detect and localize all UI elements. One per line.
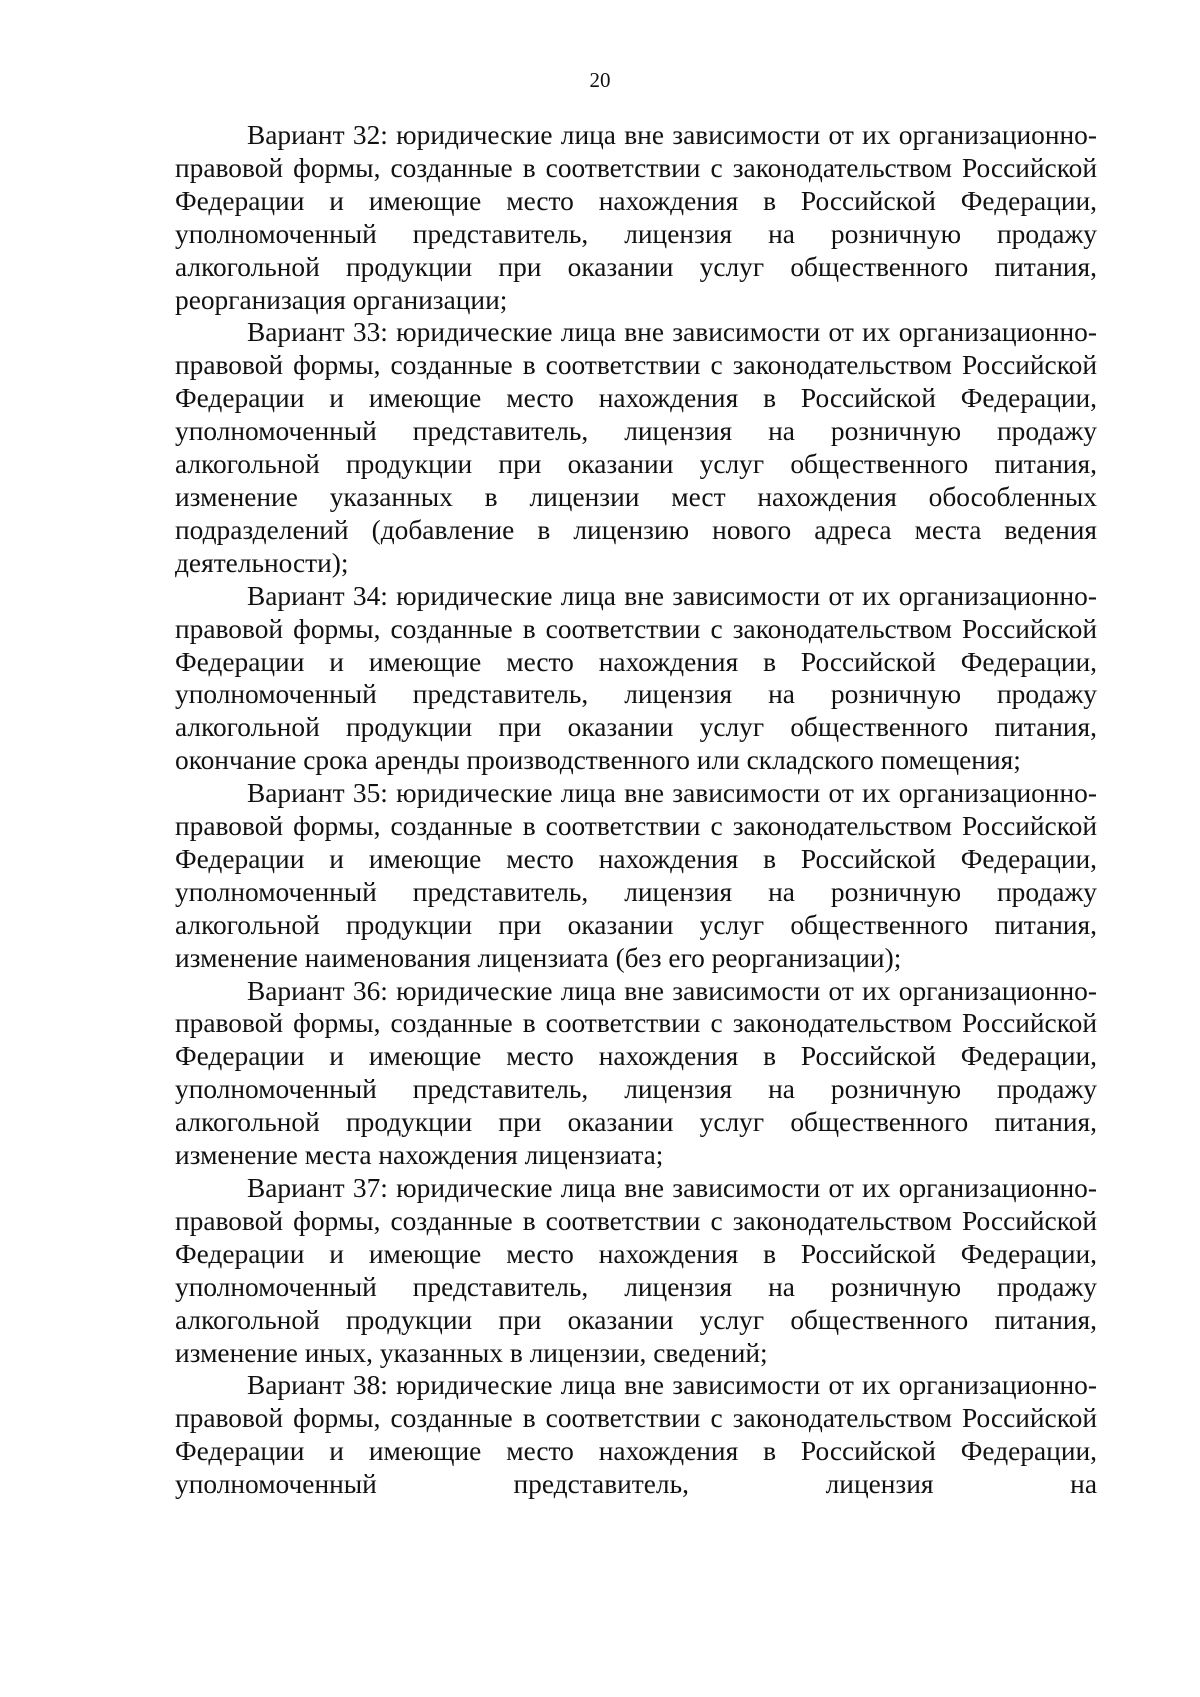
paragraph-variant-33: Вариант 33: юридические лица вне зависимости от их организационно-правовой формы, созданные в соответствии с законодательством Российской Федерации и имеющие место нахождения в Российской Федерации, уполномоченный представитель, лицензия на розничную продажу алкогольной продукции при оказании услуг общественного питания, изменение указанных в лицензии мест нахождения обособленных подразделений (добавление в лицензию нового адреса места ведения деятельности);: [175, 317, 1097, 578]
paragraph-variant-38: Вариант 38: юридические лица вне зависимости от их организационно-правовой формы, созданные в соответствии с законодательством Российской Федерации и имеющие место нахождения в Российской Федерации, уполномоченный представитель, лицензия на: [175, 1370, 1097, 1500]
paragraph-variant-36: Вариант 36: юридические лица вне зависимости от их организационно-правовой формы, созданные в соответствии с законодательством Российской Федерации и имеющие место нахождения в Российской Федерации, уполномоченный представитель, лицензия на розничную продажу алкогольной продукции при оказании услуг общественного питания, изменение места нахождения лицензиата;: [175, 975, 1097, 1171]
document-body: [175, 119, 1097, 1501]
paragraph-variant-37: Вариант 37: юридические лица вне зависимости от их организационно-правовой формы, созданные в соответствии с законодательством Российской Федерации и имеющие место нахождения в Российской Федерации, уполномоченный представитель, лицензия на розничную продажу алкогольной продукции при оказании услуг общественного питания, изменение иных, указанных в лицензии, сведений;: [175, 1173, 1097, 1368]
paragraph-variant-32: Вариант 32: юридические лица вне зависимости от их организационно-правовой формы, созданные в соответствии с законодательством Российской Федерации и имеющие место нахождения в Российской Федерации, уполномоченный представитель, лицензия на розничную продажу алкогольной продукции при оказании услуг общественного питания, реорганизация организации;: [175, 120, 1097, 315]
paragraph-variant-34: Вариант 34: юридические лица вне зависимости от их организационно-правовой формы, созданные в соответствии с законодательством Российской Федерации и имеющие место нахождения в Российской Федерации, уполномоченный представитель, лицензия на розничную продажу алкогольной продукции при оказании услуг общественного питания, окончание срока аренды производственного или складского помещения;: [175, 580, 1097, 776]
paragraph-variant-35: Вариант 35: юридические лица вне зависимости от их организационно-правовой формы, созданные в соответствии с законодательством Российской Федерации и имеющие место нахождения в Российской Федерации, уполномоченный представитель, лицензия на розничную продажу алкогольной продукции при оказании услуг общественного питания, изменение наименования лицензиата (без его реорганизации);: [175, 778, 1097, 973]
page-number: 20: [589, 68, 611, 92]
